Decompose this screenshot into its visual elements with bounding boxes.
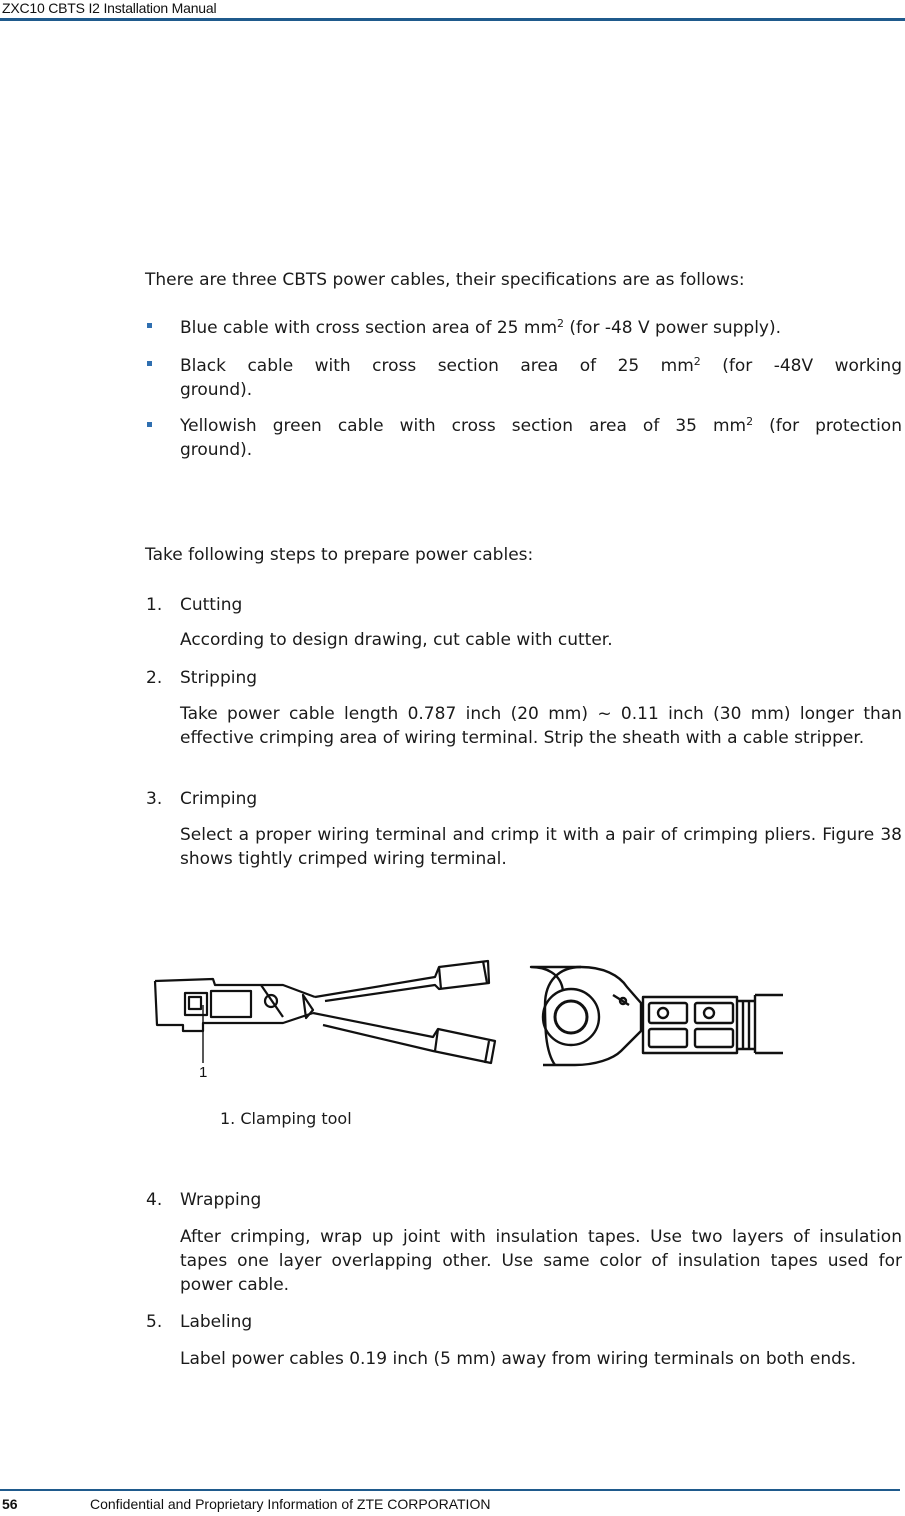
step-body: Take power cable length 0.787 inch (20 mm) ~ 0.11 inch (30 mm) longer than effective crimping area of wiring terminal. Strip the sheath with a cable stripper.	[180, 704, 902, 748]
step-title: Crimping	[180, 789, 258, 809]
list-item: Blue cable with cross section area of 25 $mm^2$ (for -48 V power supply).	[180, 317, 782, 338]
bullet-icon	[147, 323, 152, 328]
crimping-illustration	[143, 955, 793, 1085]
step-title: Labeling	[180, 1312, 253, 1332]
crimping-figure	[143, 955, 793, 1085]
step-number: 3.	[146, 789, 163, 809]
step-title: Stripping	[180, 668, 258, 688]
bullet-icon	[147, 361, 152, 366]
header-title: ZXC10 CBTS I2 Installation Manual	[2, 0, 217, 16]
wiring-terminal-drawing	[531, 967, 783, 1065]
callout-label: 1	[199, 1064, 208, 1081]
step-number: 2.	[146, 668, 163, 688]
step-title: Cutting	[180, 595, 243, 615]
step-number: 1.	[146, 595, 163, 615]
step-number: 4.	[146, 1190, 163, 1210]
step-body: Label power cables 0.19 inch (5 mm) away from wiring terminals on both ends.	[180, 1349, 857, 1369]
bullet-icon	[147, 422, 152, 427]
header-rule	[0, 18, 905, 21]
step-body: After crimping, wrap up joint with insulation tapes. Use two layers of insulation tapes one layer overlapping other. Use same color of insulation tapes used for power cable.	[180, 1227, 902, 1295]
page-number: 56	[2, 1496, 18, 1512]
footer-text: Confidential and Proprietary Information of ZTE CORPORATION	[90, 1496, 491, 1512]
crimping-pliers-drawing	[155, 961, 495, 1063]
list-item: Black cable with cross section area of 25 $mm^2$ (for -48V working ground).	[180, 355, 902, 400]
step-body: Select a proper wiring terminal and crimp it with a pair of crimping pliers. Figure 38 shows tightly crimped wiring terminal.	[180, 825, 902, 869]
intro-paragraph: There are three CBTS power cables, their specifications are as follows:	[145, 270, 745, 290]
step-number: 5.	[146, 1312, 163, 1332]
footer-rule	[0, 1489, 900, 1491]
figure-caption: 1. Clamping tool	[220, 1109, 352, 1128]
list-item: Yellowish green cable with cross section area of 35 $mm^2$ (for protection ground).	[180, 415, 902, 460]
page-footer	[0, 1496, 905, 1516]
step-title: Wrapping	[180, 1190, 262, 1210]
steps-intro: Take following steps to prepare power cables:	[145, 545, 534, 565]
step-body: According to design drawing, cut cable with cutter.	[180, 630, 613, 650]
